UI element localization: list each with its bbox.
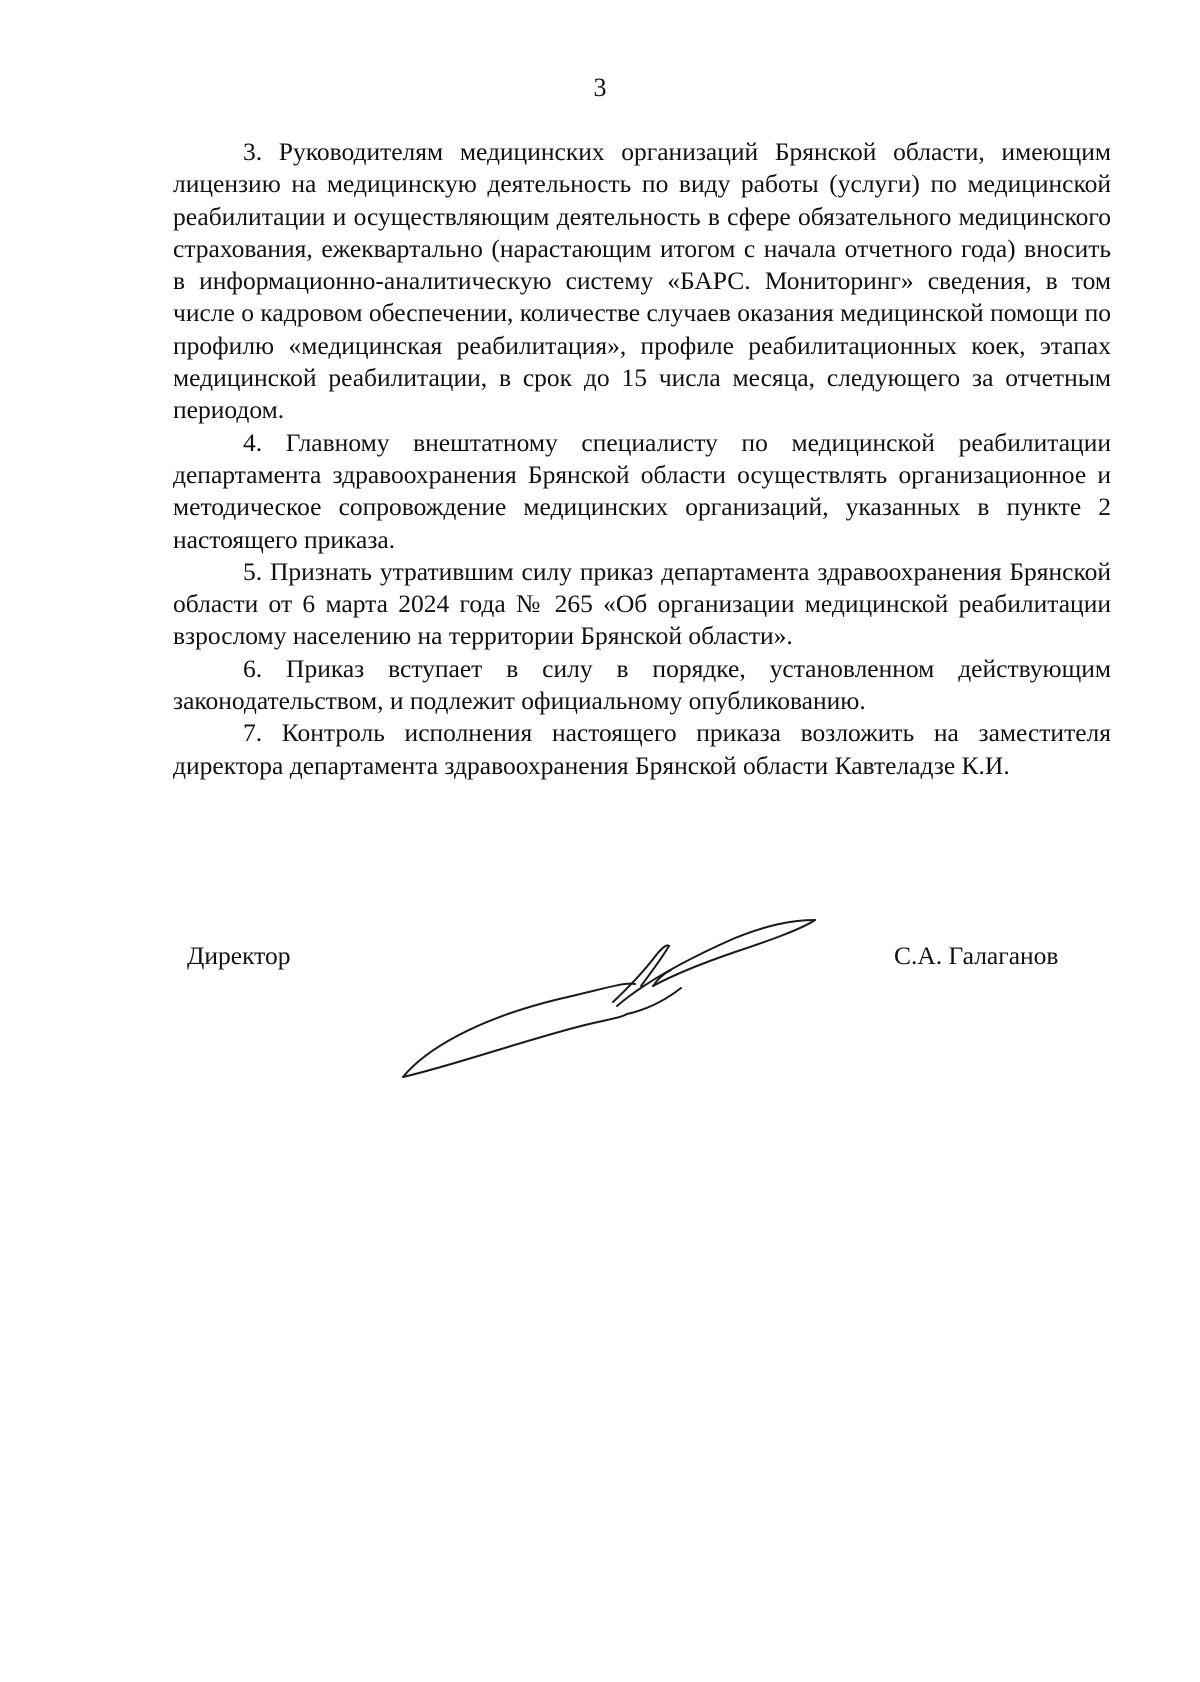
paragraph-3: 3. Руководителям медицинских организаций Брянской области, имеющим лицензию на медицинскую деятельность по виду работы (услуги) по медицинской реабилитации и осуществляющим деятельность в сфере обязательного медицинского страхования, ежеквартально (нарастающим итогом с начала отчетного года) вносить в информационно-аналитическую систему «БАРС. Мониторинг» сведения, в том числе о кадровом обеспечении, количестве случаев оказания медицинской помощи по профилю «медицинская реабилитация», профиле реабилитационных коек, этапах медицинской реабилитации, в срок до 15 числа месяца, следующего за отчетным периодом. [173,137,1111,425]
paragraph-5: 5. Признать утратившим силу приказ департамента здравоохранения Брянской области от 6 марта 2024 года № 265 «Об организации медицинской реабилитации взрослому населению на территории Брянской области». [173,556,1111,651]
signatory-name: С.А. Галаганов [894,941,1059,970]
paragraph-7: 7. Контроль исполнения настоящего приказа возложить на заместителя директора департамента здравоохранения Брянской области Кавтеладзе К.И. [173,718,1111,780]
handwritten-signature-icon [395,890,855,1080]
signatory-position: Директор [187,941,291,970]
paragraph-6: 6. Приказ вступает в силу в порядке, установленном действующим законодательством, и подлежит официальному опубликованию. [173,653,1111,716]
paragraph-4: 4. Главному внештатному специалисту по медицинской реабилитации департамента здравоохранения Брянской области осуществлять организационное и методическое сопровождение медицинских организаций, указанных в пункте 2 настоящего приказа. [173,427,1111,554]
page-number: 3 [593,73,607,102]
document-body [173,136,1111,782]
